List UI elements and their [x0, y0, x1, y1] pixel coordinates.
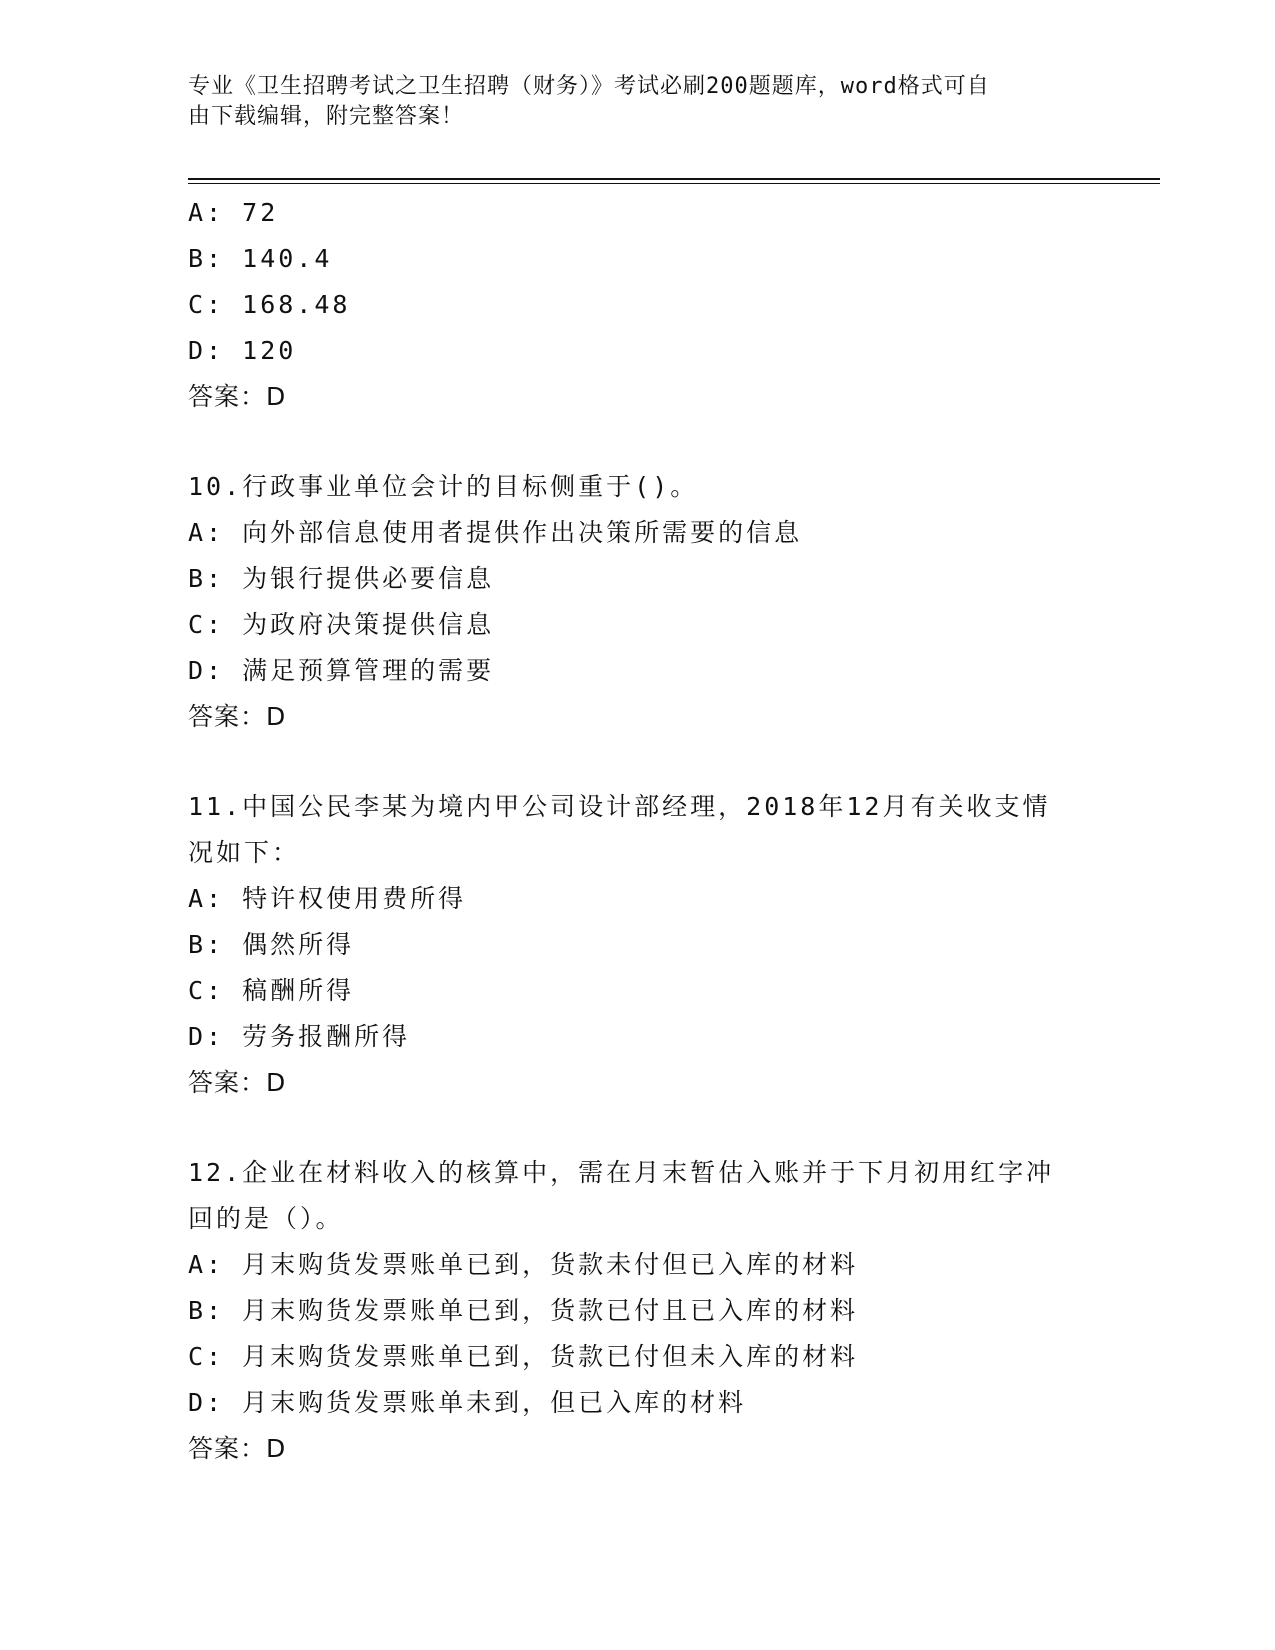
document-header [188, 72, 1068, 132]
option-b: B: 为银行提供必要信息 [188, 564, 495, 593]
option-d: D: 月末购货发票账单未到，但已入库的材料 [188, 1388, 747, 1417]
option-b: B: 月末购货发票账单已到，货款已付且已入库的材料 [188, 1296, 859, 1325]
spacer [188, 740, 1088, 784]
question-stem: 10.行政事业单位会计的目标侧重于()。 [188, 472, 699, 501]
question-9 [188, 190, 1088, 420]
option-c: C: 为政府决策提供信息 [188, 610, 495, 639]
header-line-1: 专业《卫生招聘考试之卫生招聘（财务）》考试必刷200题题库，word格式可自 [188, 74, 990, 99]
question-stem-line-2: 回的是（）。 [188, 1204, 344, 1233]
option-a: A: 72 [188, 198, 279, 227]
option-a: A: 特许权使用费所得 [188, 884, 467, 913]
option-b: B: 140.4 [188, 244, 333, 273]
question-list [188, 190, 1088, 1472]
question-stem-line-1: 11.中国公民李某为境内甲公司设计部经理，2018年12月有关收支情 [188, 792, 1051, 821]
option-b: B: 偶然所得 [188, 930, 355, 959]
spacer [188, 420, 1088, 464]
answer: 答案：D [188, 382, 287, 411]
answer: 答案：D [188, 702, 287, 731]
header-line-2: 由下载编辑，附完整答案！ [188, 104, 465, 129]
option-d: D: 满足预算管理的需要 [188, 656, 495, 685]
header-rule-thin [188, 183, 1160, 184]
option-d: D: 120 [188, 336, 297, 365]
option-a: A: 向外部信息使用者提供作出决策所需要的信息 [188, 518, 803, 547]
option-c: C: 稿酬所得 [188, 976, 355, 1005]
answer: 答案：D [188, 1434, 287, 1463]
option-c: C: 月末购货发票账单已到，货款已付但未入库的材料 [188, 1342, 859, 1371]
question-stem-line-1: 12.企业在材料收入的核算中，需在月末暂估入账并于下月初用红字冲 [188, 1158, 1055, 1187]
spacer [188, 1106, 1088, 1150]
answer: 答案：D [188, 1068, 287, 1097]
question-10 [188, 464, 1088, 740]
question-12 [188, 1150, 1088, 1472]
option-d: D: 劳务报酬所得 [188, 1022, 411, 1051]
option-a: A: 月末购货发票账单已到，货款未付但已入库的材料 [188, 1250, 859, 1279]
question-11 [188, 784, 1088, 1106]
header-rule-thick [188, 178, 1160, 180]
question-stem-line-2: 况如下： [188, 838, 301, 867]
option-c: C: 168.48 [188, 290, 351, 319]
